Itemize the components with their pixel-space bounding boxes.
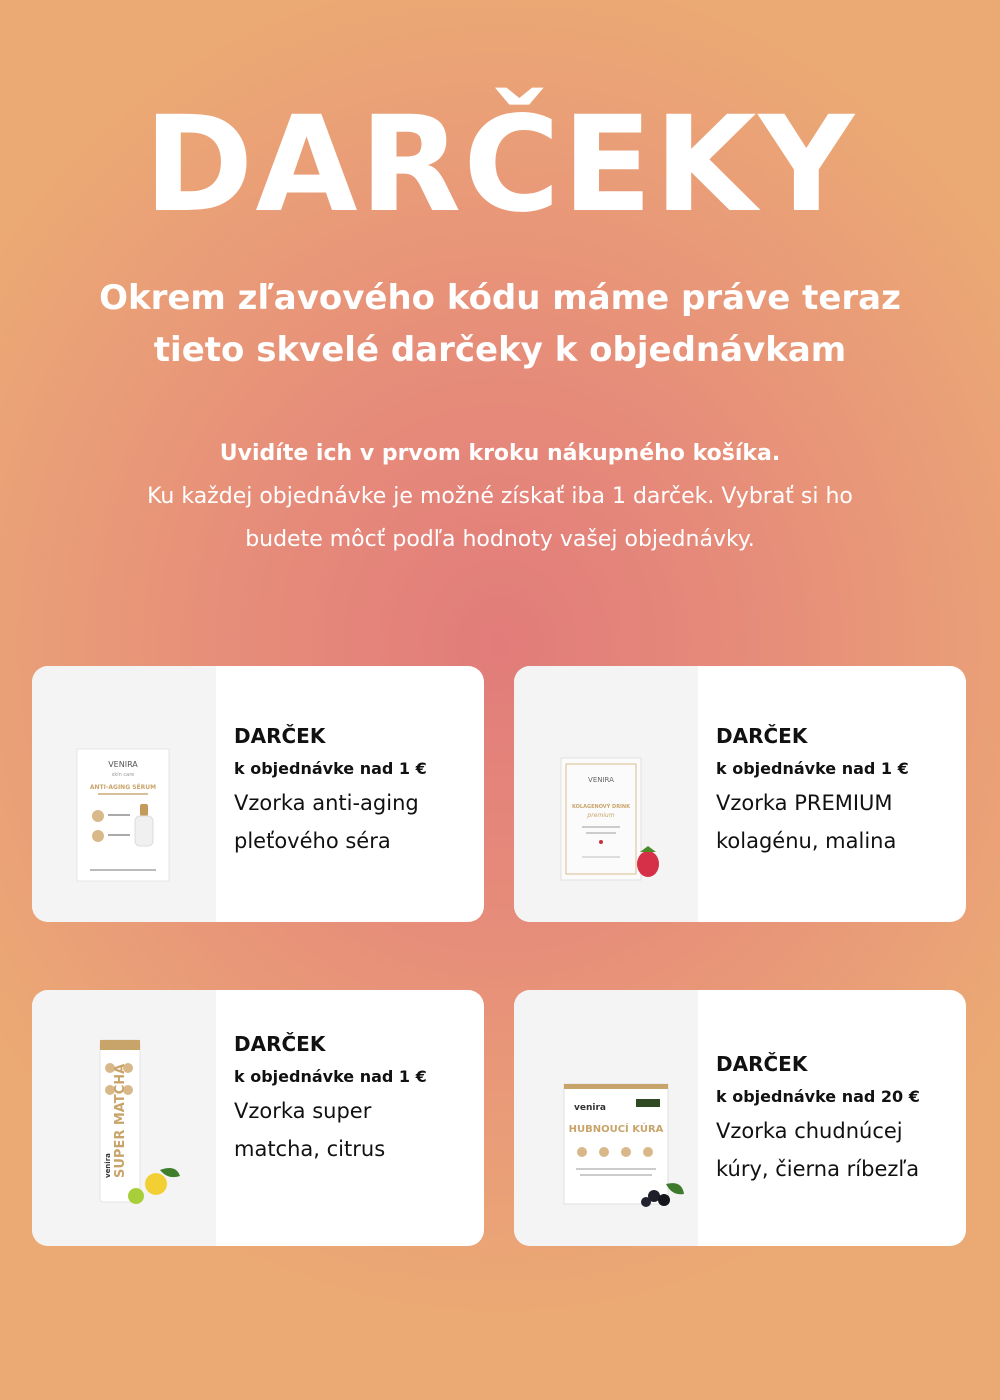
info-line-2: Ku každej objednávke je možné získať iba 1 darček. Vybrať si ho — [147, 484, 853, 509]
gift-card-weightloss — [514, 990, 966, 1246]
product-image-pane — [514, 666, 698, 922]
gift-label: DARČEK — [716, 724, 808, 748]
info-text — [90, 432, 910, 561]
subtitle-line-1: Okrem zľavového kódu máme práve teraz — [99, 278, 901, 318]
raspberry-icon — [637, 851, 659, 877]
gift-label: DARČEK — [234, 1032, 326, 1056]
gift-text — [234, 1026, 474, 1168]
gift-card-matcha — [32, 990, 484, 1246]
gift-description-line-1: Vzorka super — [234, 1099, 372, 1123]
page-title: DARČEKY — [143, 88, 857, 242]
gift-text — [716, 718, 956, 860]
subtitle — [60, 272, 940, 376]
info-line-3: budete môcť podľa hodnoty vašej objednávky. — [245, 527, 755, 552]
product-image-pane — [514, 990, 698, 1246]
gift-condition: k objednávke nad 1 € — [234, 1067, 427, 1086]
gift-card-collagen — [514, 666, 966, 922]
gift-description-line-2: pleťového séra — [234, 829, 391, 853]
gift-text — [234, 718, 474, 860]
gift-description-line-1: Vzorka PREMIUM — [716, 791, 893, 815]
gift-condition: k objednávke nad 1 € — [234, 759, 427, 778]
serum-sub: skin care — [111, 772, 135, 778]
subtitle-line-2: tieto skvelé darčeky k objednávkam — [153, 330, 847, 370]
gift-condition: k objednávke nad 1 € — [716, 759, 909, 778]
gift-description-line-2: kolagénu, malina — [716, 829, 897, 853]
info-bold: Uvidíte ich v prvom kroku nákupného košíka. — [219, 441, 781, 466]
weightloss-brand: venira — [574, 1103, 606, 1113]
product-image-pane — [32, 990, 216, 1246]
serum-title: ANTI-AGING SÉRUM — [89, 784, 157, 791]
gift-label: DARČEK — [234, 724, 326, 748]
gift-description-line-1: Vzorka anti-aging — [234, 791, 419, 815]
gift-description-line-2: kúry, čierna ríbezľa — [716, 1157, 920, 1181]
collagen-sub: premium — [587, 812, 615, 819]
collagen-sachet-image — [560, 754, 664, 884]
gift-label: DARČEK — [716, 1052, 808, 1076]
lemon-icon — [145, 1173, 167, 1195]
collagen-brand: VENIRA — [588, 776, 614, 784]
gift-description-line-2: matcha, citrus — [234, 1137, 386, 1161]
product-image-pane — [32, 666, 216, 922]
weightloss-sachet-image — [562, 1082, 686, 1212]
serum-sample-image — [76, 748, 170, 882]
gift-text — [716, 1046, 956, 1188]
gift-description-line-1: Vzorka chudnúcej — [716, 1119, 903, 1143]
serum-brand: VENIRA — [108, 760, 138, 769]
matcha-stick-image — [98, 1038, 188, 1214]
collagen-title: KOLAGENOVÝ DRINK — [572, 804, 630, 810]
gift-card-serum — [32, 666, 484, 922]
matcha-title: SUPER MATCHA — [113, 1063, 128, 1178]
matcha-brand: venira — [104, 1153, 112, 1178]
lime-icon — [128, 1188, 144, 1204]
gift-condition: k objednávke nad 20 € — [716, 1087, 920, 1106]
weightloss-title: HUBNOUCÍ KÚRA — [568, 1124, 664, 1135]
